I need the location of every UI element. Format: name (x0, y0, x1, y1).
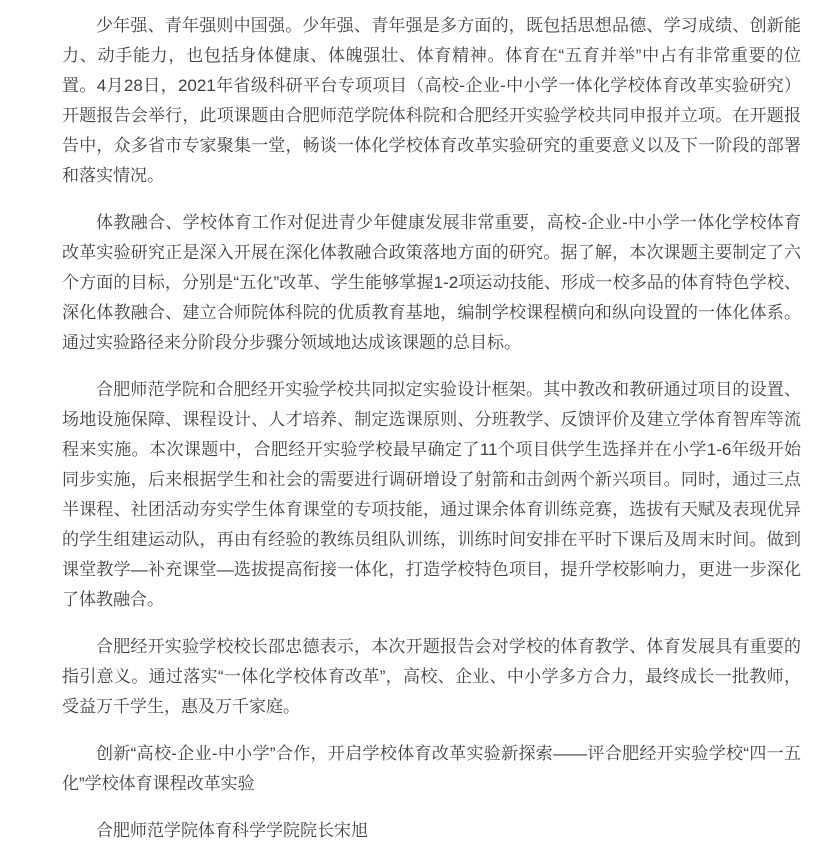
paragraph-author: 合肥师范学院体育科学学院院长宋旭 (96, 821, 368, 840)
paragraph-goals: 体教融合、学校体育工作对促进青少年健康发展非常重要，高校-企业-中小学一体化学校体育改革实验研究正是深入开展在深化体教融合政策落地方面的研究。据了解，本次课题主要制定了六个方面的目标，分别是“五化”改革、学生能够掌握1-2项运动技能、形成一校多品的体育特色学校、深化体教融合、建立合师院体科院的优质教育基地，编制学校课程横向和纵向设置的一体化体系。通过实验路径来分阶段分步骤分领域地达成该课题的总目标。 (62, 213, 801, 352)
paragraph-subtitle: 创新“高校-企业-中小学”合作，开启学校体育改革实验新探索——评合肥经开实验学校“四一五化”学校体育课程改革实验 (62, 744, 801, 793)
paragraph-intro: 少年强、青年强则中国强。少年强、青年强是多方面的，既包括思想品德、学习成绩、创新能力、动手能力，也包括身体健康、体魄强壮、体育精神。体育在“五育并举”中占有非常重要的位置。4月28日，2021年省级科研平台专项项目（高校-企业-中小学一体化学校体育改革实验研究）开题报告会举行，此项课题由合肥师范学院体科院和合肥经开实验学校共同申报并立项。在开题报告中，众多省市专家聚集一堂，畅谈一体化学校体育改革实验研究的重要意义以及下一阶段的部署和落实情况。 (62, 16, 801, 185)
paragraph-framework: 合肥师范学院和合肥经开实验学校共同拟定实验设计框架。其中教改和教研通过项目的设置、场地设施保障、课程设计、人才培养、制定选课原则、分班教学、反馈评价及建立学体育智库等流程来实施。本次课题中，合肥经开实验学校最早确定了11个项目供学生选择并在小学1-6年级开始同步实施，后来根据学生和社会的需要进行调研增设了射箭和击剑两个新兴项目。同时，通过三点半课程、社团活动夯实学生体育课堂的专项技能，通过课余体育训练竞赛，选拔有天赋及表现优异的学生组建运动队，再由有经验的教练员组队训练，训练时间安排在平时下课后及周末时间。做到课堂教学—补充课堂—选拔提高衔接一体化，打造学校特色项目，提升学校影响力，更进一步深化了体教融合。 (62, 380, 801, 609)
paragraph-principal-remarks: 合肥经开实验学校校长邵忠德表示，本次开题报告会对学校的体育教学、体育发展具有重要的指引意义。通过落实“一体化学校体育改革”，高校、企业、中小学多方合力，最终成长一批教师，受益万千学生，惠及万千家庭。 (62, 637, 801, 716)
